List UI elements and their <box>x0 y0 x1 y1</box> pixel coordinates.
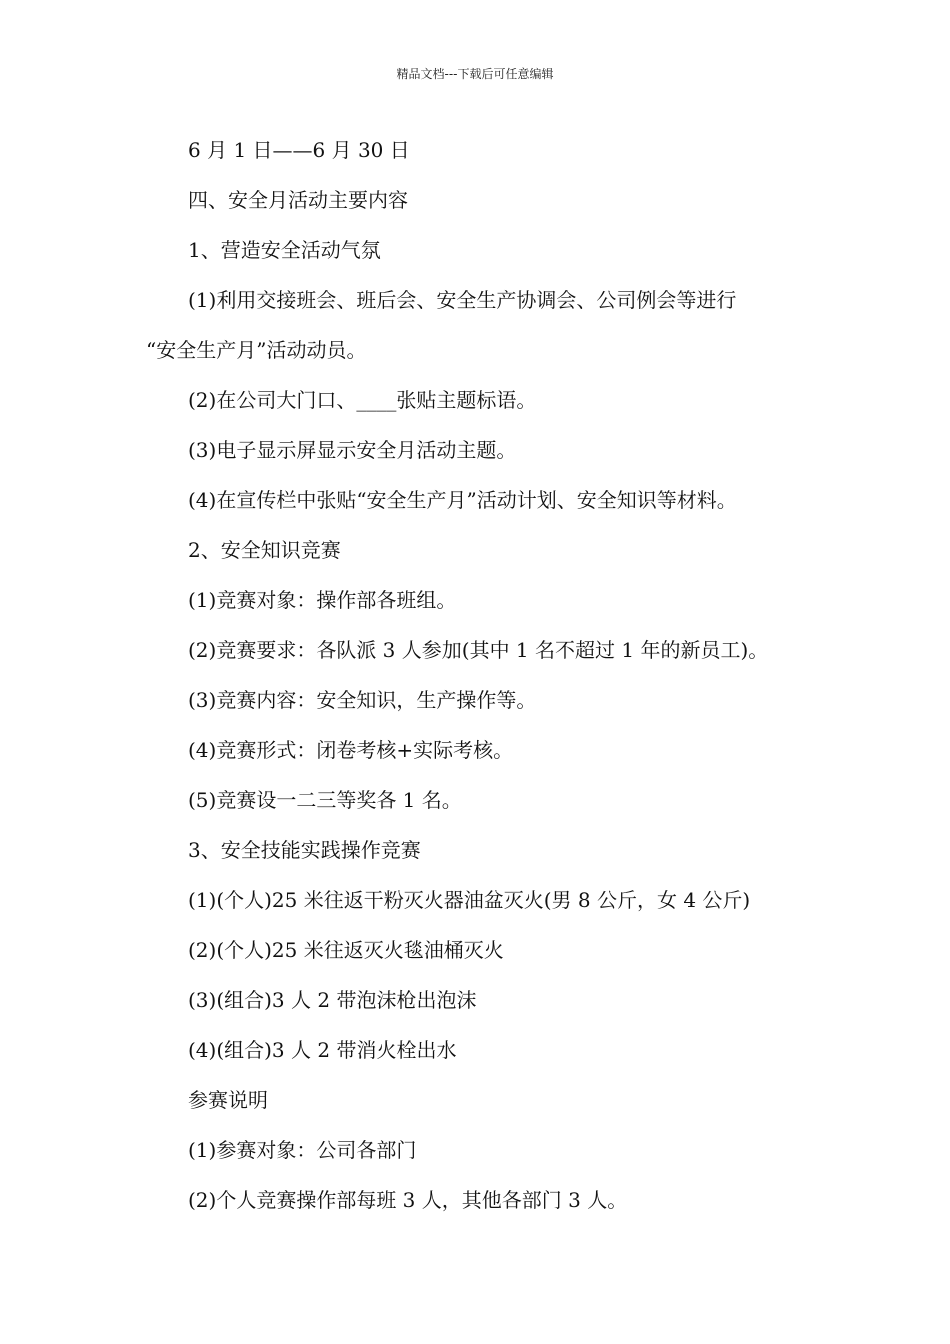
text-line: 四、安全月活动主要内容 <box>188 188 408 212</box>
text-line: (4)竞赛形式：闭卷考核+实际考核。 <box>188 738 514 762</box>
text-line: 1、营造安全活动气氛 <box>188 238 381 262</box>
text-line: (1)参赛对象：公司各部门 <box>188 1138 417 1162</box>
text-line: 6 月 1 日——6 月 30 日 <box>188 138 410 162</box>
text-line: 2、安全知识竞赛 <box>188 538 341 562</box>
text-line: (3)竞赛内容：安全知识，生产操作等。 <box>188 688 537 712</box>
text-line: (3)(组合)3 人 2 带泡沫枪出泡沫 <box>188 988 477 1012</box>
text-line: (1)(个人)25 米往返干粉灭火器油盆灭火(男 8 公斤，女 4 公斤) <box>188 888 751 912</box>
text-line: 参赛说明 <box>188 1088 268 1112</box>
text-line: (2)竞赛要求：各队派 3 人参加(其中 1 名不超过 1 年的新员工)。 <box>188 638 769 662</box>
text-line: “安全生产月”活动动员。 <box>146 338 367 362</box>
text-line: (2)(个人)25 米往返灭火毯油桶灭火 <box>188 938 504 962</box>
text-line: (3)电子显示屏显示安全月活动主题。 <box>188 438 517 462</box>
text-line: (4)在宣传栏中张贴“安全生产月”活动计划、安全知识等材料。 <box>188 488 737 512</box>
document-body <box>146 125 826 1225</box>
text-line: (1)利用交接班会、班后会、安全生产协调会、公司例会等进行 <box>188 288 737 312</box>
text-line: (1)竞赛对象：操作部各班组。 <box>188 588 457 612</box>
text-line: (2)在公司大门口、____张贴主题标语。 <box>188 388 537 412</box>
text-line: (4)(组合)3 人 2 带消火栓出水 <box>188 1038 457 1062</box>
page-header: 精品文档---下载后可任意编辑 <box>396 67 554 81</box>
text-line: 3、安全技能实践操作竞赛 <box>188 838 421 862</box>
text-line: (2)个人竞赛操作部每班 3 人，其他各部门 3 人。 <box>188 1188 628 1212</box>
text-line: (5)竞赛设一二三等奖各 1 名。 <box>188 788 462 812</box>
